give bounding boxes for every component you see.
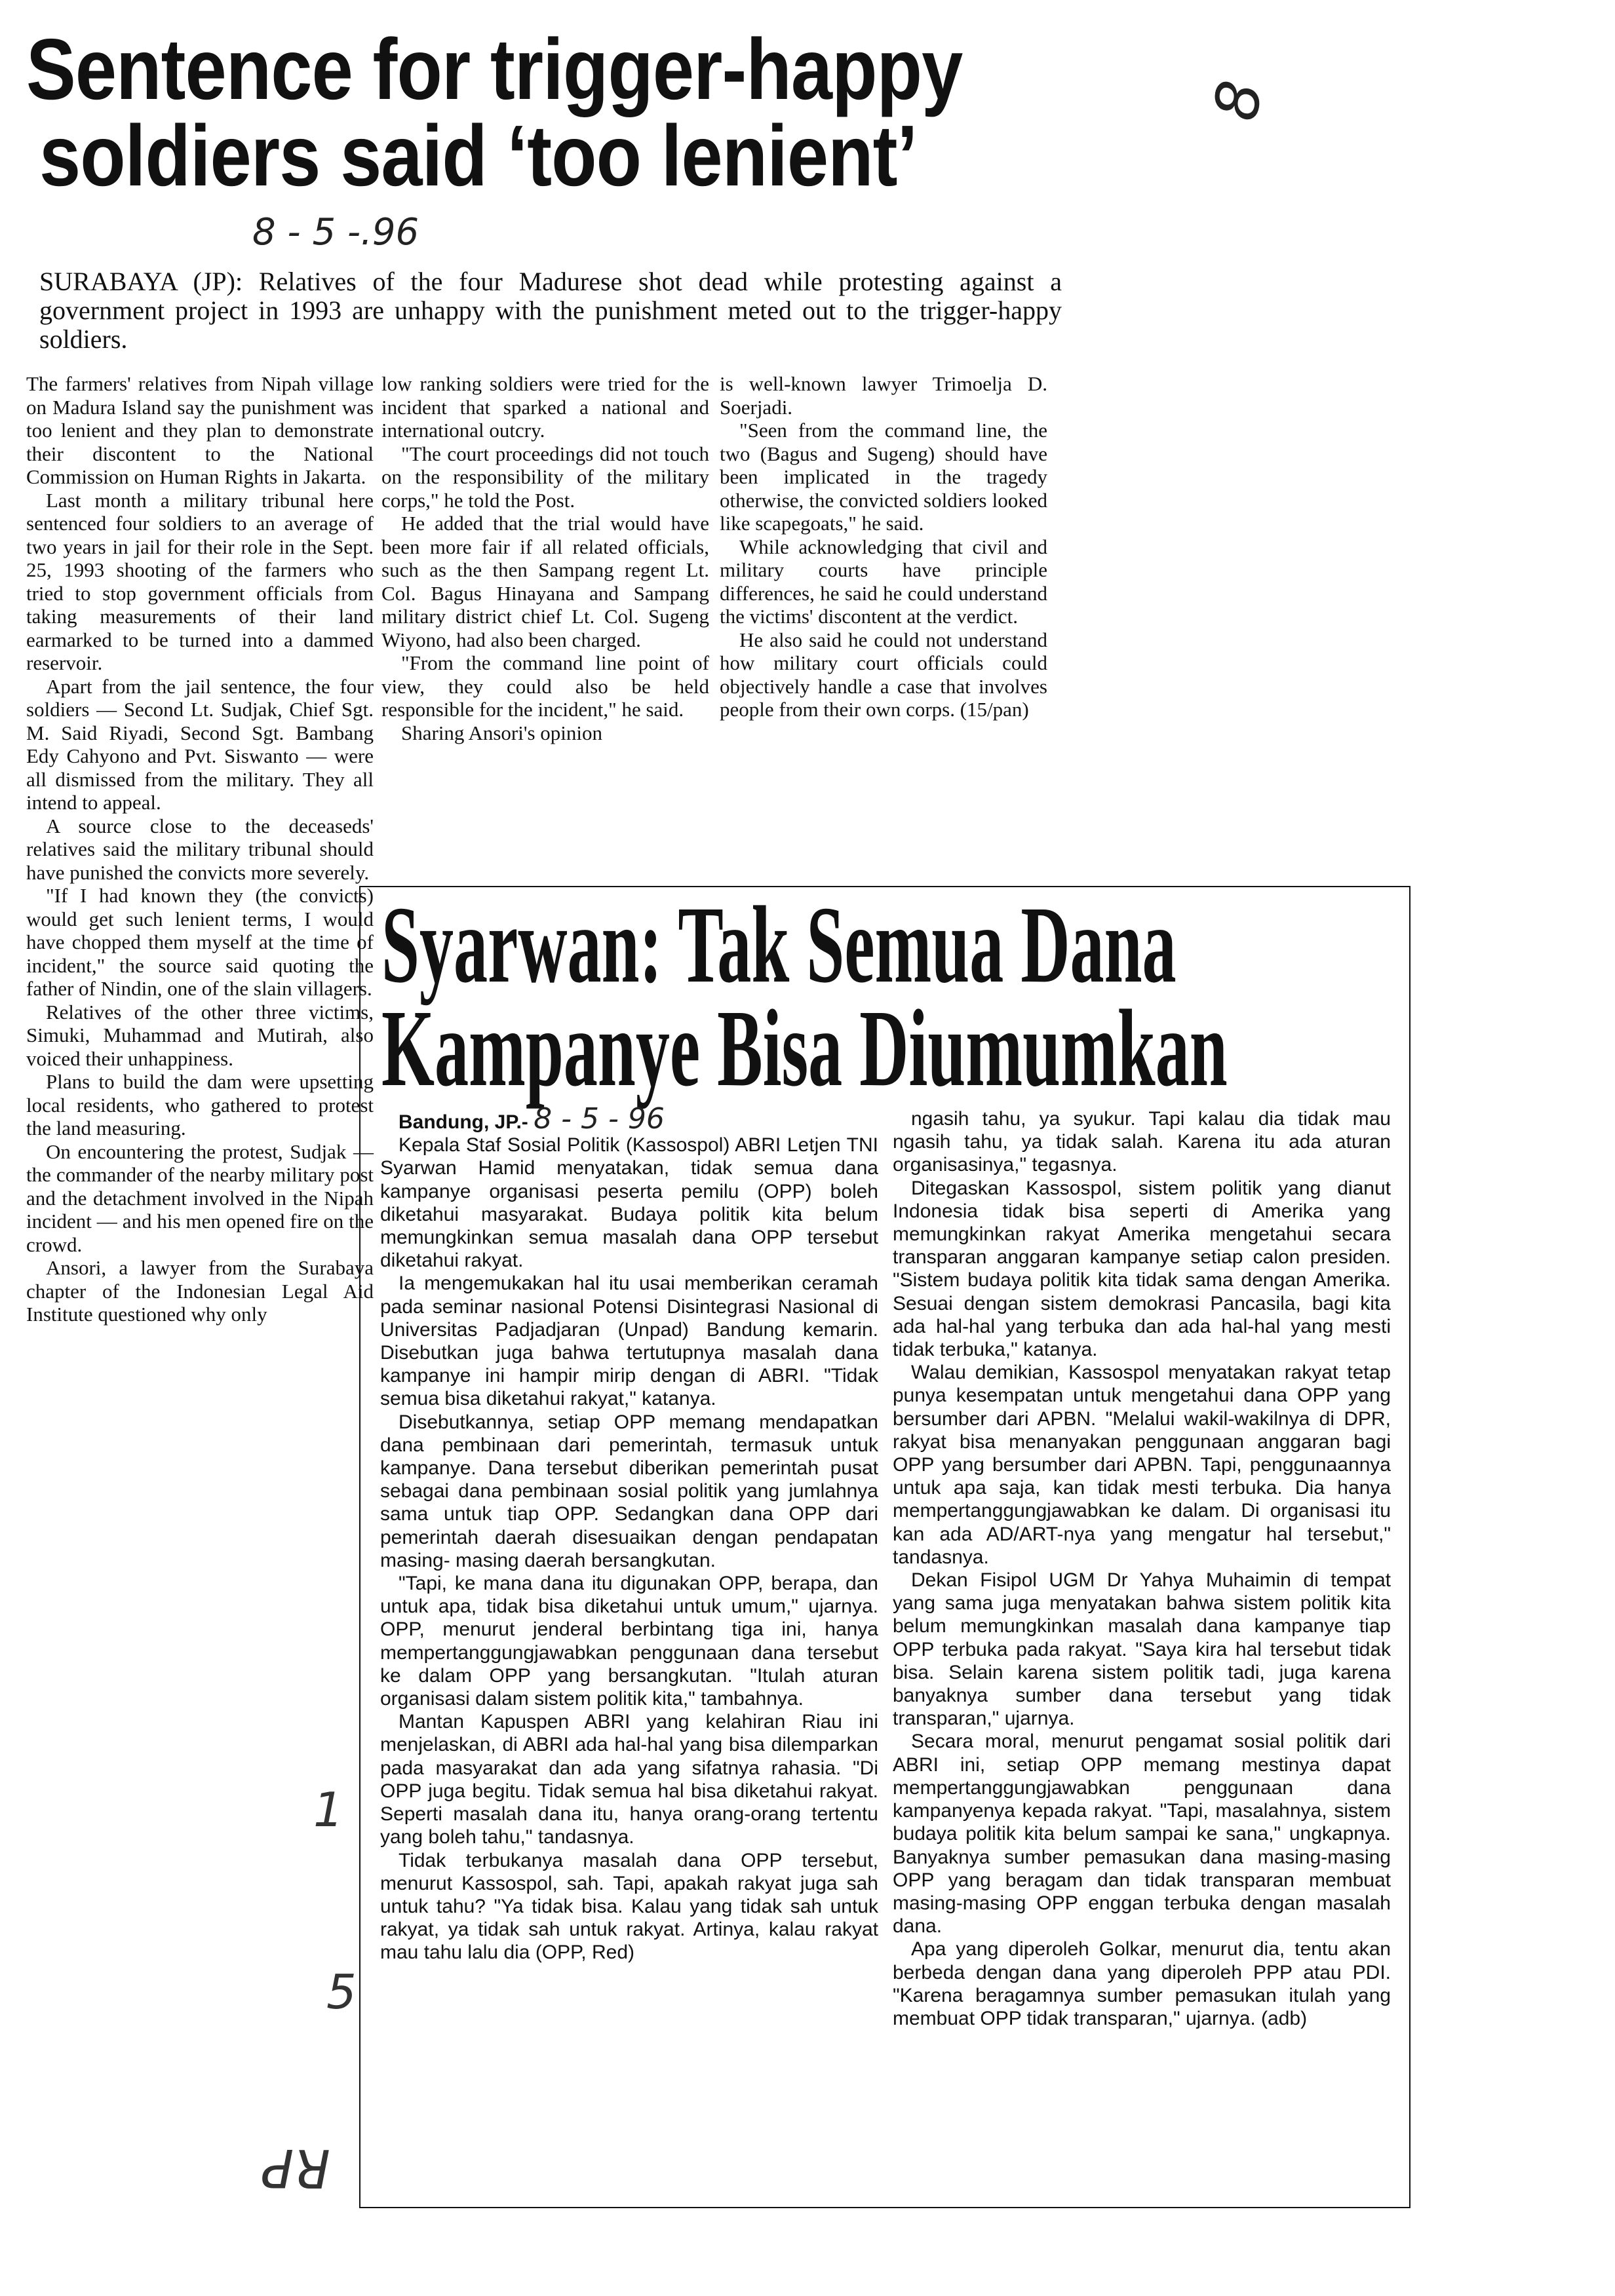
- paragraph: He added that the trial would have been more fair if all related officials, such as the then Sampang regent Lt. Col. Bagus Hinayana and Sampang military district chief Lt. Col. Sugeng Wiyono, had also been charged.: [381, 512, 709, 651]
- english-headline-line1: Sentence for trigger-happy: [26, 21, 963, 117]
- paragraph: Walau demikian, Kassospol menyatakan rakyat tetap punya kesempatan untuk mengetahui dana OPP yang bersumber dari APBN. "Melalui wakil-wakilnya di DPR, rakyat bisa menanyakan penggunaan anggaran bagi OPP yang bersumber dari APBN. Tapi, penggunaannya untuk apa saja, kan tidak mesti terbuka. Dia hanya mempertanggungjawabkan ke dalam. Di organisasi itu kan ada AD/ART-nya yang mengatur hal tersebut," tandasnya.: [893, 1362, 1391, 1568]
- paragraph: Apa yang diperoleh Golkar, menurut dia, tentu akan berbeda dengan dana yang diperoleh PPP atau PDI. "Karena beragamnya sumber pemasukan itulah yang membuat OPP tidak transparan," ujarnya. (adb): [893, 1938, 1391, 2029]
- paragraph: Ditegaskan Kassospol, sistem politik yang dianut Indonesia tidak bisa seperti di Amerika yang memungkinkan rakyat Amerika mengetahui secara transparan anggaran kampanye setiap calon presiden. "Sistem budaya politik kita tidak sama dengan Amerika. Sesuai dengan sistem demokrasi Pancasila, bagi kita ada hal-hal yang terbuka dan ada hal-hal yang mesti tidak terbuka," katanya.: [893, 1177, 1391, 1361]
- english-lead: SURABAYA (JP): Relatives of the four Madurese shot dead while protesting against a government project in 1993 are unhappy with the punishment meted out to the trigger-happy soldiers.: [39, 267, 1062, 354]
- paragraph: A source close to the deceaseds' relatives said the military tribunal should have punished the convicts more severely.: [26, 814, 374, 884]
- paragraph: Relatives of the other three victims, Simuki, Muhammad and Mutirah, also voiced their unhappiness.: [26, 1000, 374, 1070]
- handwritten-date: 8 - 5 -.96: [252, 211, 419, 254]
- paragraph: "The court proceedings did not touch on the responsibility of the military corps," he told the Post.: [381, 442, 709, 512]
- paragraph: Kepala Staf Sosial Politik (Kassospol) ABRI Letjen TNI Syarwan Hamid menyatakan, tidak semua dana kampanye organisasi peserta pemilu (OPP) boleh diketahui masyarakat. Budaya politik kita belum memungkinkan semua masalah dana OPP tersebut diketahui rakyat.: [380, 1134, 878, 1272]
- paragraph: [380, 1102, 878, 1136]
- paragraph: Ansori, a lawyer from the Surabaya chapter of the Indonesian Legal Aid Institute questioned why only: [26, 1256, 374, 1326]
- english-column-3: [720, 372, 1047, 721]
- handwritten-date: 8 - 5 - 96: [534, 1102, 665, 1136]
- paragraph: Secara moral, menurut pengamat sosial politik dari ABRI ini, setiap OPP memang mestinya dapat mempertanggungjawabkan penggunaan dana kampanyenya kepada rakyat. "Tapi, masalahnya, sistem budaya politik kita belum sampai ke sana," ungkapnya. Banyaknya sumber pemasukan dana masing-masing OPP yang beragam dan tidak transparan membuat masing-masing OPP enggan terbuka dengan masalah dana.: [893, 1731, 1391, 1938]
- english-column-1: [26, 372, 374, 1326]
- paragraph: Plans to build the dam were upsetting local residents, who gathered to protest the land measuring.: [26, 1070, 374, 1139]
- paragraph: Dekan Fisipol UGM Dr Yahya Muhaimin di tempat yang sama juga menyatakan bahwa sistem politik kita belum memungkinkan masalah dana kampanye tiap OPP terbuka pada rakyat. "Saya kira hal tersebut tidak bisa. Selain karena sistem politik tadi, juga karena banyaknya sumber dana tersebut yang tidak transparan," ujarnya.: [893, 1569, 1391, 1730]
- margin-mark-1: 1: [313, 1782, 343, 1837]
- paragraph: Apart from the jail sentence, the four soldiers — Second Lt. Sudjak, Chief Sgt. M. Said Riyadi, Second Sgt. Bambang Edy Cahyono and Pvt. Siswanto — were all dismissed from the military. They all intend to appeal.: [26, 674, 374, 814]
- paragraph: low ranking soldiers were tried for the incident that sparked a national and international outcry.: [381, 372, 709, 442]
- paragraph: Last month a military tribunal here sentenced four soldiers to an average of two years in jail for their role in the Sept. 25, 1993 shooting of the farmers who tried to stop government officials from taking measurements of their land earmarked to be turned into a dammed reservoir.: [26, 488, 374, 674]
- paragraph: Tidak terbukanya masalah dana OPP tersebut, menurut Kassospol, sah. Tapi, apakah rakyat juga sah untuk tahu? "Ya tidak bisa. Kalau yang tidak sah untuk rakyat, ya tidak sah untuk rakyat. Artinya, kalau rakyat mau tahu lalu dia (OPP, Red): [380, 1849, 878, 1964]
- paragraph: He also said he could not understand how military court officials could objectively handle a case that involves people from their own corps. (15/pan): [720, 628, 1047, 721]
- english-headline-line2: soldiers said ‘too lenient’: [39, 107, 918, 204]
- paragraph: "If I had known they (the convicts) would get such lenient terms, I would have chopped them myself at the time of incident," the source said quoting the father of Nindin, one of the slain villagers.: [26, 884, 374, 1000]
- indonesian-column-1: [380, 1102, 878, 1964]
- dateline: Bandung, JP.-: [399, 1111, 528, 1133]
- margin-mark-2: 5: [326, 1964, 357, 2019]
- paragraph: Sharing Ansori's opinion: [401, 721, 602, 744]
- margin-mark-3: RP: [262, 2137, 330, 2198]
- paragraph: The farmers' relatives from Nipah village on Madura Island say the punishment was too lenient and they plan to demonstrate their discontent to the National Commission on Human Rights in Jakarta.: [26, 372, 374, 488]
- indonesian-headline-line2: Kampanye Bisa Diumumkan: [381, 987, 1228, 1109]
- english-column-2: [381, 372, 709, 744]
- paragraph: On encountering the protest, Sudjak — the commander of the nearby military post and the detachment involved in the Nipah incident — and his men opened fire on the crowd.: [26, 1139, 374, 1256]
- paragraph: Mantan Kapuspen ABRI yang kelahiran Riau ini menjelaskan, di ABRI ada hal-hal yang bisa dilemparkan pada masyarakat dan ada yang sifatnya rahasia. "Di OPP juga begitu. Tidak semua hal bisa diketahui rakyat. Seperti masalah dana itu, hanya orang-orang tertentu yang boleh tahu," tandasnya.: [380, 1711, 878, 1848]
- indonesian-column-2: [893, 1107, 1391, 2030]
- indonesian-article: [367, 884, 1403, 2203]
- paragraph: "From the command line point of view, they could also be held responsible for the incident," he said.: [381, 651, 709, 721]
- paragraph: "Seen from the command line, the two (Bagus and Sugeng) should have been implicated in the tragedy otherwise, the convicted soldiers looked like scapegoats," he said.: [720, 419, 1047, 535]
- indonesian-headline-line1: Syarwan: Tak Semua Dana: [381, 884, 1177, 1006]
- paragraph: ngasih tahu, ya syukur. Tapi kalau dia tidak mau ngasih tahu, ya tidak salah. Karena itu ada aturan organisasinya," tegasnya.: [893, 1108, 1391, 1176]
- margin-mark-top-right: 8: [1200, 75, 1277, 126]
- paragraph: While acknowledging that civil and military courts have principle differences, he said he could understand the victims' discontent at the verdict.: [720, 535, 1047, 628]
- paragraph: "Tapi, ke mana dana itu digunakan OPP, berapa, dan untuk apa, tidak bisa diketahui untuk umum," ujarnya. OPP, menurut jenderal berbintang tiga ini, hanya mempertanggungjawabkan penggunaan dana tersebut ke dalam OPP yang bersangkutan. "Itulah aturan organisasi dalam sistem politik kita," tambahnya.: [380, 1573, 878, 1710]
- paragraph: Ia mengemukakan hal itu usai memberikan ceramah pada seminar nasional Potensi Disintegrasi Nasional di Universitas Padjadjaran (Unpad) Bandung kemarin. Disebutkan juga bahwa tertutupnya masalah dana kampanye ini hampir mirip dengan di ABRI. "Tidak semua bisa diketahui rakyat," katanya.: [380, 1272, 878, 1410]
- paragraph: is well-known lawyer Trimoelja D. Soerjadi.: [720, 372, 1047, 419]
- paragraph: Disebutkannya, setiap OPP memang mendapatkan dana pembinaan dari pemerintah, termasuk untuk kampanye. Dana tersebut diberikan pemerintah pusat sebagai dana pembinaan sosial politik yang jumlahnya sama untuk tiap OPP. Sedangkan dana OPP dari pemerintah daerah disesuaikan dengan pendapatan masing- masing daerah bersangkutan.: [380, 1411, 878, 1571]
